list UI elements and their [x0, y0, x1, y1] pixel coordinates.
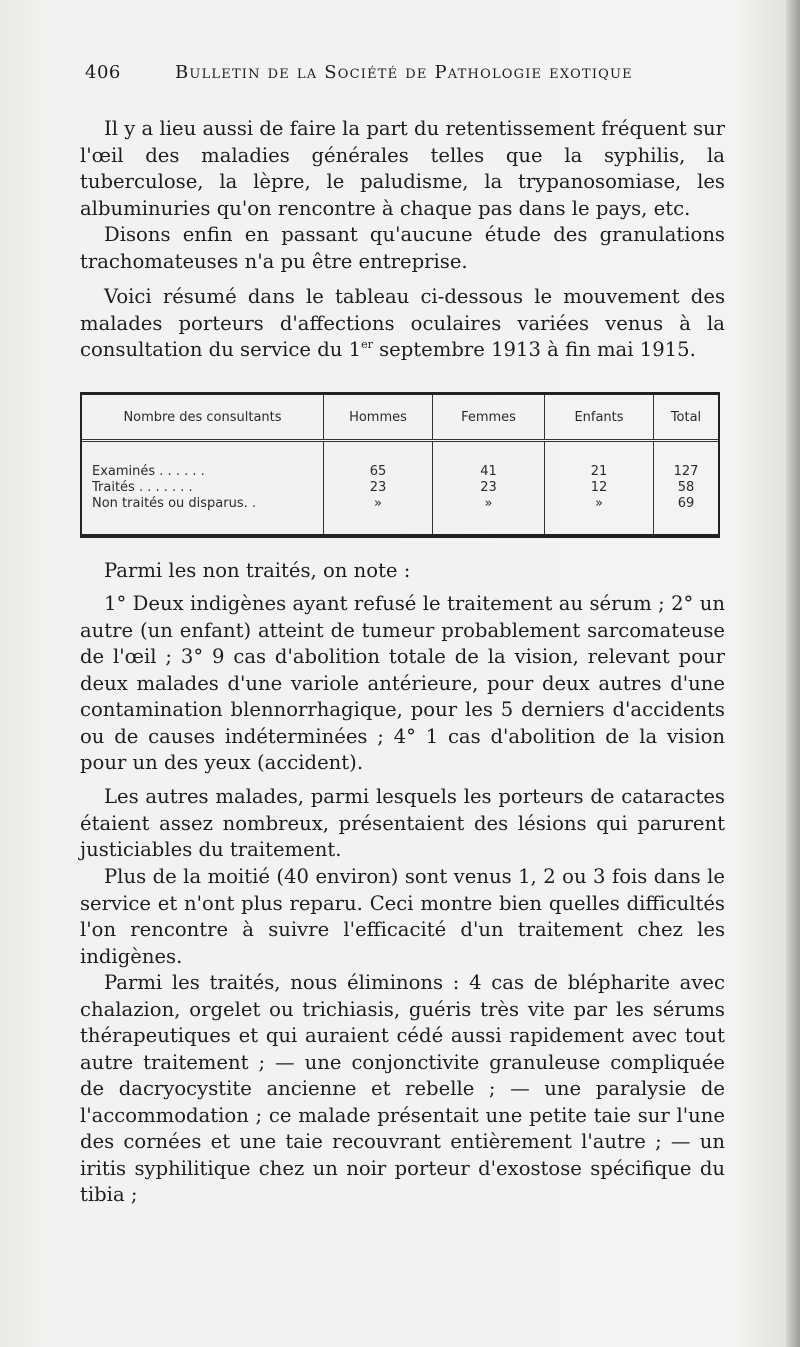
paragraph-traites: Parmi les traités, nous éliminons : 4 cas de blépharite avec chalazion, orgelet ou trichiasis, guéris très vite par les sérums thérapeutiques et qui auraient cédé aussi rapidement avec tout autre traitement ; — une conjonctivite granuleuse compliquée de dacryocystite ancienne et rebelle ; — une paralysie de l'accommodation ; ce malade présentait une petite taie sur l'une des cornées et une taie recouvrant entièrement l'autre ; — un iritis syphilitique chez un noir porteur d'exostose spécifique du tibia ;: [80, 971, 725, 1206]
row-labels-cell: [82, 441, 324, 535]
ordinal-superscript: er: [361, 338, 373, 351]
header-hommes: Hommes: [324, 395, 433, 441]
paragraph-non-traites-intro: Parmi les non traités, on note :: [104, 559, 411, 582]
hommes-cell: [324, 441, 433, 535]
total-cell: [654, 441, 719, 535]
paragraph-autres-malades: Les autres malades, parmi lesquels les porteurs de cataractes étaient assez nombreux, présentaient des lésions qui parurent justiciables du traitement.: [80, 785, 725, 861]
enfants-traites: 12: [590, 480, 608, 495]
femmes-non-traites: »: [484, 496, 493, 511]
page-number: 406: [85, 62, 121, 83]
femmes-examines: 41: [480, 464, 497, 479]
table-row: [82, 441, 718, 535]
hommes-examines: 65: [369, 464, 387, 479]
enfants-non-traites: »: [595, 496, 603, 511]
enfants-examines: 21: [590, 464, 608, 479]
row-label-traites: Traités . . . . . . .: [92, 480, 193, 495]
header-consultants: Nombre des consultants: [82, 395, 324, 441]
consultation-table: [80, 392, 720, 538]
paragraph-table-intro: [80, 284, 725, 364]
paragraph-general-diseases: Il y a lieu aussi de faire la part du retentissement fréquent sur l'œil des maladies générales telles que la syphilis, la tuberculose, la lèpre, le paludisme, la trypanosomiase, les albuminuries qu'on rencontre à chaque pas dans le pays, etc.: [80, 117, 725, 220]
femmes-traites: 23: [480, 480, 497, 495]
paragraph-moitie: Plus de la moitié (40 environ) sont venus 1, 2 ou 3 fois dans le service et n'ont plus reparu. Ceci montre bien quelles difficultés l'on rencontre à suivre l'efficacité d'un traitement chez les indigènes.: [80, 865, 725, 968]
row-label-non-traites: Non traités ou disparus. .: [92, 496, 257, 511]
table-header-row: [82, 395, 718, 441]
paragraph-trachoma: Disons enfin en passant qu'aucune étude des granulations trachomateuses n'a pu être entreprise.: [80, 223, 725, 273]
header-enfants: Enfants: [545, 395, 654, 441]
table-intro-text: Voici résumé dans le tableau ci-dessous le mouvement des malades porteurs d'affections oculaires variées venus à la consultation du service du 1: [80, 285, 725, 361]
header-femmes: Femmes: [433, 395, 545, 441]
row-label-examines: Examinés . . . . . .: [92, 464, 205, 479]
total-traites: 58: [677, 480, 695, 495]
enfants-cell: [545, 441, 654, 535]
femmes-cell: [433, 441, 545, 535]
paragraph-non-traites-list: 1° Deux indigènes ayant refusé le traitement au sérum ; 2° un autre (un enfant) atteint de tumeur probablement sarcomateuse de l'œil ; 3° 9 cas d'abolition totale de la vision, relevant pour deux malades d'une variole antérieure, pour deux autres d'une contamination blennorrhagique, pour les 5 derniers d'accidents ou de causes indéterminées ; 4° 1 cas d'abolition de la vision pour un des yeux (accident).: [80, 592, 725, 774]
hommes-traites: 23: [369, 480, 387, 495]
total-non-traites: 69: [677, 496, 695, 511]
page-edge: [786, 0, 800, 1347]
table-intro-dates: septembre 1913 à fin mai 1915.: [372, 338, 696, 361]
header-total: Total: [654, 395, 719, 441]
running-title: Bulletin de la Société de Pathologie exotique: [175, 62, 633, 83]
hommes-non-traites: »: [374, 496, 382, 511]
total-examines: 127: [673, 464, 699, 479]
